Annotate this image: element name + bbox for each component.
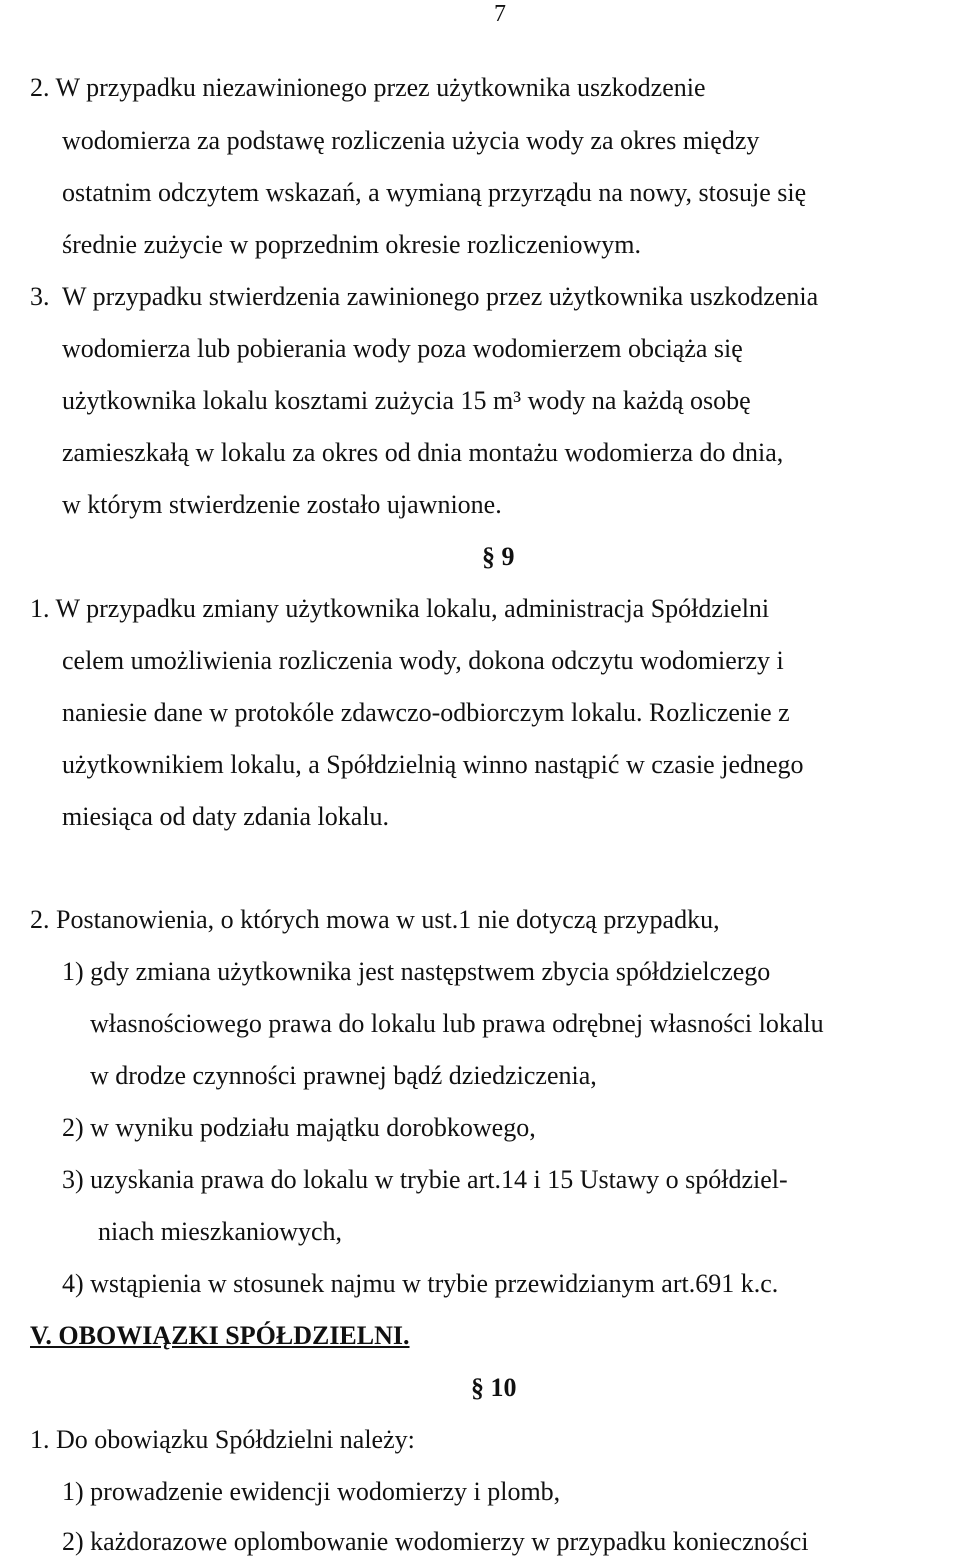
paragraph-line: wodomierza za podstawę rozliczenia użycia wody za okres między	[62, 126, 760, 155]
list-item: 2) w wyniku podziału majątku dorobkowego,	[62, 1113, 536, 1142]
paragraph-line: 1. Do obowiązku Spółdzielni należy:	[30, 1425, 415, 1454]
list-item: 2) każdorazowe oplombowanie wodomierzy w przypadku konieczności	[62, 1527, 809, 1556]
list-item: 3) uzyskania prawa do lokalu w trybie art.14 i 15 Ustawy o spółdziel-	[62, 1165, 788, 1194]
paragraph-line: średnie zużycie w poprzednim okresie rozliczeniowym.	[62, 230, 641, 259]
list-item: 1) gdy zmiana użytkownika jest następstwem zbycia spółdzielczego	[62, 957, 771, 986]
list-item-continuation: własnościowego prawa do lokalu lub prawa odrębnej własności lokalu	[90, 1009, 824, 1038]
paragraph-line: wodomierza lub pobierania wody poza wodomierzem obciąża się	[62, 334, 743, 363]
section-heading: § 10	[471, 1373, 517, 1402]
paragraph-line: zamieszkałą w lokalu za okres od dnia montażu wodomierza do dnia,	[62, 438, 784, 467]
chapter-heading: V. OBOWIĄZKI SPÓŁDZIELNI.	[30, 1321, 410, 1350]
paragraph-line: ostatnim odczytem wskazań, a wymianą przyrządu na nowy, stosuje się	[62, 178, 807, 207]
paragraph-line: 1. W przypadku zmiany użytkownika lokalu, administracja Spółdzielni	[30, 594, 770, 623]
list-item: 4) wstąpienia w stosunek najmu w trybie przewidzianym art.691 k.c.	[62, 1269, 779, 1298]
page-number: 7	[494, 1, 506, 27]
paragraph-line: celem umożliwienia rozliczenia wody, dokona odczytu wodomierzy i	[62, 646, 784, 675]
paragraph-line: W przypadku stwierdzenia zawinionego przez użytkownika uszkodzenia	[62, 282, 819, 311]
list-number: 3.	[30, 282, 50, 311]
paragraph-line: w którym stwierdzenie zostało ujawnione.	[62, 490, 502, 519]
section-heading: § 9	[482, 542, 515, 571]
list-item-continuation: w drodze czynności prawnej bądź dziedziczenia,	[90, 1061, 597, 1090]
paragraph-line: użytkownika lokalu kosztami zużycia 15 m³ wody na każdą osobę	[62, 386, 751, 415]
list-item-continuation: niach mieszkaniowych,	[98, 1217, 343, 1246]
paragraph-line: 2. W przypadku niezawinionego przez użytkownika uszkodzenie	[30, 73, 706, 102]
list-item: 1) prowadzenie ewidencji wodomierzy i plomb,	[62, 1477, 561, 1506]
paragraph-line: miesiąca od daty zdania lokalu.	[62, 802, 390, 831]
paragraph-line: 2. Postanowienia, o których mowa w ust.1 nie dotyczą przypadku,	[30, 905, 720, 934]
paragraph-line: naniesie dane w protokóle zdawczo-odbiorczym lokalu. Rozliczenie z	[62, 698, 790, 727]
paragraph-line: użytkownikiem lokalu, a Spółdzielnią winno nastąpić w czasie jednego	[62, 750, 804, 779]
